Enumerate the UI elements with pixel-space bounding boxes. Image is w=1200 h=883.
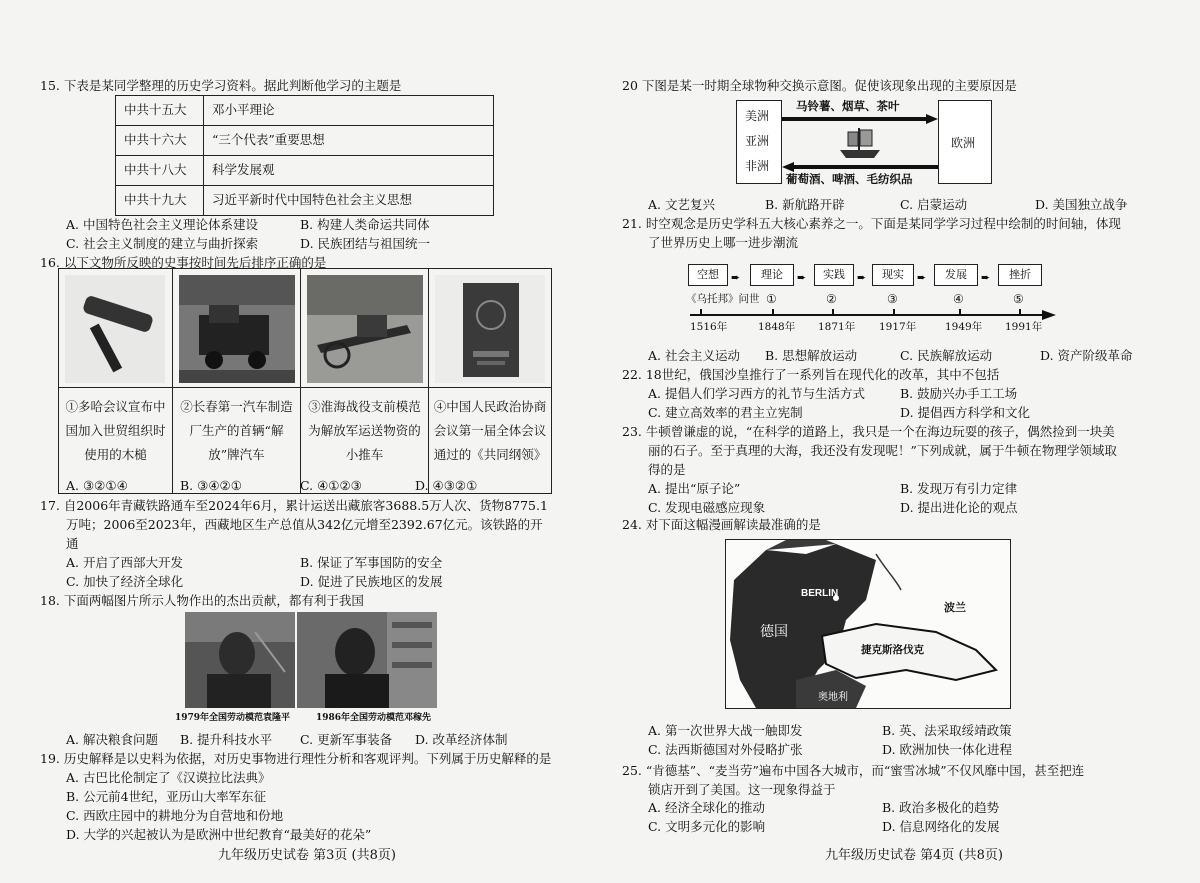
q20-option-a[interactable]: A. 文艺复兴 bbox=[648, 197, 715, 212]
q18-option-d[interactable]: D. 改革经济体制 bbox=[415, 732, 508, 747]
exchange-label-bottom: 葡萄酒、啤酒、毛纺织品 bbox=[786, 172, 913, 186]
q15-option-b[interactable]: B. 构建人类命运共同体 bbox=[300, 217, 430, 232]
timeline-marker: ⑤ bbox=[1013, 292, 1024, 306]
timeline-box: 空想 bbox=[688, 264, 728, 286]
timeline-box: 发展 bbox=[934, 264, 978, 286]
table-cell: 科学发展观 bbox=[204, 156, 494, 186]
q21-option-d[interactable]: D. 资产阶级革命 bbox=[1040, 348, 1133, 363]
q16-option-b[interactable]: B. ③④②① bbox=[180, 478, 242, 493]
q23-stem-line2: 丽的石子。至于真理的大海，我还没有发现呢！”下列成就，属于牛顿在物理学领域取 bbox=[648, 443, 1117, 458]
q19-stem: 19. 历史解释是以史料为依据，对历史事物进行理性分析和客观评判。下列属于历史解释的是 bbox=[40, 751, 552, 766]
timeline-box: 现实 bbox=[872, 264, 914, 286]
timeline-year: 1848年 bbox=[758, 321, 796, 333]
exchange-label-top: 马铃薯、烟草、茶叶 bbox=[796, 99, 900, 113]
q18-stem: 18. 下面两幅图片所示人物作出的杰出贡献，都有利于我国 bbox=[40, 593, 364, 608]
q15-option-c[interactable]: C. 社会主义制度的建立与曲折探索 bbox=[66, 236, 259, 251]
q18-option-a[interactable]: A. 解决粮食问题 bbox=[66, 732, 158, 747]
q17-stem-line2: 万吨；2006至2023年，西藏地区生产总值从342亿元增至2392.67亿元。该铁路的开 bbox=[66, 517, 543, 532]
table-row bbox=[116, 96, 494, 126]
arrow-icon: ➨ bbox=[857, 271, 867, 284]
q24-option-c[interactable]: C. 法西斯德国对外侵略扩张 bbox=[648, 742, 803, 757]
q16-stem: 16. 以下文物所反映的史事按时间先后排序正确的是 bbox=[40, 255, 327, 270]
artifact-cell-4 bbox=[429, 269, 551, 493]
q17-option-c[interactable]: C. 加快了经济全球化 bbox=[66, 574, 184, 589]
table-cell: 中共十八大 bbox=[116, 156, 204, 186]
q22-option-b[interactable]: B. 鼓励兴办手工工场 bbox=[900, 386, 1018, 401]
timeline-marker: ④ bbox=[953, 292, 964, 306]
q21-stem-line2: 了世界历史上哪一进步潮流 bbox=[648, 235, 799, 250]
q15-option-a[interactable]: A. 中国特色社会主义理论体系建设 bbox=[66, 217, 258, 232]
q21-option-c[interactable]: C. 民族解放运动 bbox=[900, 348, 993, 363]
q19-option-a[interactable]: A. 古巴比伦制定了《汉谟拉比法典》 bbox=[66, 770, 271, 785]
q15-option-d[interactable]: D. 民族团结与祖国统一 bbox=[300, 236, 431, 251]
divider bbox=[429, 387, 551, 388]
q22-option-d[interactable]: D. 提倡西方科学和文化 bbox=[900, 405, 1031, 420]
map-label-czechoslovakia: 捷克斯洛伐克 bbox=[861, 644, 924, 656]
q22-option-c[interactable]: C. 建立高效率的君主立宪制 bbox=[648, 405, 803, 420]
q17-option-b[interactable]: B. 保证了军事国防的安全 bbox=[300, 555, 443, 570]
map-label-berlin: BERLIN bbox=[801, 588, 839, 599]
region-label: 欧洲 bbox=[951, 136, 976, 150]
page-footer: 九年级历史试卷 第4页 (共8页) bbox=[825, 848, 1003, 863]
q20-option-b[interactable]: B. 新航路开辟 bbox=[765, 197, 845, 212]
timeline-marker: ② bbox=[826, 292, 837, 306]
timeline-marker: ③ bbox=[887, 292, 898, 306]
q17-stem-line3: 通 bbox=[66, 536, 79, 551]
deng-jiaxian-photo bbox=[297, 612, 437, 708]
q24-stem: 24. 对下面这幅漫画解读最准确的是 bbox=[622, 517, 821, 532]
q21-stem-line1: 21. 时空观念是历史学科五大核心素养之一。下面是某同学学习过程中绘制的时间轴，体现 bbox=[622, 216, 1121, 231]
q23-option-c[interactable]: C. 发现电磁感应现象 bbox=[648, 500, 766, 515]
table-cell: 中共十六大 bbox=[116, 126, 204, 156]
region-label: 亚洲 bbox=[745, 134, 770, 148]
timeline-year: 1917年 bbox=[879, 321, 917, 333]
artifact-cell-3 bbox=[301, 269, 429, 493]
q24-option-d[interactable]: D. 欧洲加快一体化进程 bbox=[882, 742, 1013, 757]
artifact-cell-2 bbox=[173, 269, 301, 493]
q20-option-c[interactable]: C. 启蒙运动 bbox=[900, 197, 968, 212]
q24-option-b[interactable]: B. 英、法采取绥靖政策 bbox=[882, 723, 1012, 738]
timeline-marker: ① bbox=[766, 292, 777, 306]
q17-option-d[interactable]: D. 促进了民族地区的发展 bbox=[300, 574, 443, 589]
region-box-americas-asia-africa bbox=[736, 100, 782, 184]
q19-option-b[interactable]: B. 公元前4世纪，亚历山大率军东征 bbox=[66, 789, 267, 804]
q18-option-b[interactable]: B. 提升科技水平 bbox=[180, 732, 273, 747]
table-cell: 中共十五大 bbox=[116, 96, 204, 126]
divider bbox=[173, 387, 300, 388]
q23-option-a[interactable]: A. 提出“原子论” bbox=[648, 481, 741, 496]
q21-option-a[interactable]: A. 社会主义运动 bbox=[648, 348, 740, 363]
table-row bbox=[116, 126, 494, 156]
q25-option-b[interactable]: B. 政治多极化的趋势 bbox=[882, 800, 1000, 815]
timeline-axis bbox=[690, 308, 1056, 322]
table-cell: 中共十九大 bbox=[116, 186, 204, 216]
timeline-box: 实践 bbox=[814, 264, 854, 286]
sailing-ship-icon bbox=[836, 126, 884, 160]
map-label-germany: 德国 bbox=[760, 624, 788, 640]
timeline-year: 1516年 bbox=[690, 321, 728, 333]
cartoon-map bbox=[725, 539, 1011, 709]
arrow-icon: ➨ bbox=[917, 271, 927, 284]
q23-stem-line1: 23. 牛顿曾谦虚的说，“在科学的道路上，我只是一个在海边玩耍的孩子，偶然捡到一块美 bbox=[622, 424, 1115, 439]
photo-caption: 1979年全国劳动模范袁隆平 bbox=[175, 713, 291, 723]
q25-option-a[interactable]: A. 经济全球化的推动 bbox=[648, 800, 765, 815]
divider bbox=[59, 387, 172, 388]
table-row bbox=[116, 186, 494, 216]
q17-stem-line1: 17. 自2006年青藏铁路通车至2024年6月，累计运送出藏旅客3688.5万人次、货物8775.1 bbox=[40, 498, 548, 513]
table-cell: 习近平新时代中国特色社会主义思想 bbox=[204, 186, 494, 216]
artifact-caption: ②长春第一汽车制造厂生产的首辆“解放”牌汽车 bbox=[180, 399, 293, 462]
q20-stem: 20 下图是某一时期全球物种交换示意图。促使该现象出现的主要原因是 bbox=[622, 78, 1017, 93]
timeline-event-label: 《乌托邦》问世 bbox=[686, 293, 760, 305]
q21-option-b[interactable]: B. 思想解放运动 bbox=[765, 348, 858, 363]
q15-table bbox=[115, 95, 494, 216]
q16-option-c[interactable]: C. ④①②③ bbox=[300, 478, 362, 493]
timeline-box: 挫折 bbox=[998, 264, 1042, 286]
q19-option-d[interactable]: D. 大学的兴起被认为是欧洲中世纪教育“最美好的花朵” bbox=[66, 827, 372, 842]
q15-stem: 15. 下表是某同学整理的历史学习资料。据此判断他学习的主题是 bbox=[40, 78, 402, 93]
common-program-book-image bbox=[435, 275, 545, 383]
map-label-austria: 奥地利 bbox=[818, 692, 848, 703]
q16-option-d[interactable]: D. ④③②① bbox=[415, 478, 478, 493]
q16-artifact-table bbox=[58, 268, 552, 494]
wooden-gavel-image bbox=[65, 275, 165, 383]
q25-option-c[interactable]: C. 文明多元化的影响 bbox=[648, 819, 766, 834]
q22-stem: 22. 18世纪，俄国沙皇推行了一系列旨在现代化的改革，其中不包括 bbox=[622, 367, 1000, 382]
artifact-caption: ①多哈会议宣布中国加入世贸组织时使用的木槌 bbox=[65, 399, 166, 462]
timeline-year: 1991年 bbox=[1005, 321, 1043, 333]
region-box-europe bbox=[938, 100, 992, 184]
yuan-longping-photo bbox=[185, 612, 295, 708]
q23-stem-line3: 得的是 bbox=[648, 462, 686, 477]
photo-caption: 1986年全国劳动模范邓稼先 bbox=[316, 713, 432, 723]
q16-option-a[interactable]: A. ③②①④ bbox=[66, 478, 128, 493]
q23-option-b[interactable]: B. 发现万有引力定律 bbox=[900, 481, 1018, 496]
arrow-icon: ➨ bbox=[797, 271, 807, 284]
artifact-cell-1 bbox=[59, 269, 173, 493]
table-cell: 邓小平理论 bbox=[204, 96, 494, 126]
timeline-year: 1949年 bbox=[945, 321, 983, 333]
right-page bbox=[600, 0, 1200, 883]
arrow-icon: ➨ bbox=[731, 271, 741, 284]
q17-option-a[interactable]: A. 开启了西部大开发 bbox=[66, 555, 183, 570]
q22-option-a[interactable]: A. 提倡人们学习西方的礼节与生活方式 bbox=[648, 386, 865, 401]
q18-option-c[interactable]: C. 更新军事装备 bbox=[300, 732, 393, 747]
truck-factory-image bbox=[179, 275, 295, 383]
q20-option-d[interactable]: D. 美国独立战争 bbox=[1035, 197, 1128, 212]
timeline-year: 1871年 bbox=[818, 321, 856, 333]
q25-stem-line1: 25. “肯德基”、“麦当劳”遍布中国各大城市，而“蜜雪冰城”不仅风靡中国，甚至把连 bbox=[622, 763, 1085, 778]
table-row bbox=[116, 156, 494, 186]
artifact-caption: ③淮海战役支前模范为解放军运送物资的小推车 bbox=[308, 399, 421, 462]
map-label-poland: 波兰 bbox=[944, 601, 966, 614]
arrow-icon: ➨ bbox=[981, 271, 991, 284]
table-cell: “三个代表”重要思想 bbox=[204, 126, 494, 156]
q25-stem-line2: 锁店开到了美国。这一现象得益于 bbox=[648, 782, 836, 797]
divider bbox=[301, 387, 428, 388]
wheelbarrow-image bbox=[307, 275, 423, 383]
q23-option-d[interactable]: D. 提出进化论的观点 bbox=[900, 500, 1018, 515]
right-arrow-icon bbox=[782, 114, 938, 124]
region-label: 非洲 bbox=[745, 159, 770, 173]
region-label: 美洲 bbox=[745, 109, 770, 123]
q25-option-d[interactable]: D. 信息网络化的发展 bbox=[882, 819, 1000, 834]
q19-option-c[interactable]: C. 西欧庄园中的耕地分为自营地和份地 bbox=[66, 808, 284, 823]
page-footer: 九年级历史试卷 第3页 (共8页) bbox=[218, 848, 396, 863]
artifact-caption: ④中国人民政治协商会议第一届全体会议通过的《共同纲领》 bbox=[433, 399, 547, 462]
timeline-box: 理论 bbox=[750, 264, 794, 286]
q24-option-a[interactable]: A. 第一次世界大战一触即发 bbox=[648, 723, 803, 738]
